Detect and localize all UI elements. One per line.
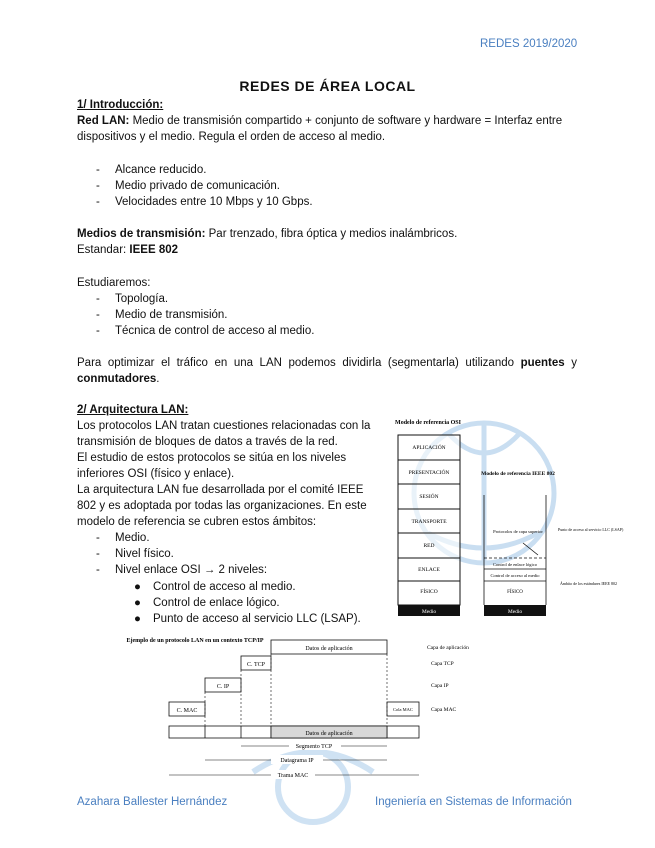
arq-line: transmisión de bloques de datos a través de la red. xyxy=(77,436,338,448)
course-header: REDES 2019/2020 xyxy=(480,38,578,50)
c-mac-label: C. MAC xyxy=(176,708,198,714)
footer-degree: Ingeniería en Sistemas de Información xyxy=(375,796,572,808)
medios-line: Medios de transmisión: Par trenzado, fibra óptica y medios inalámbricos. xyxy=(77,228,458,240)
ieee-title: Modelo de referencia IEEE 802 xyxy=(481,471,555,477)
mac-label: Control de acceso al medio xyxy=(490,573,540,578)
arq-line: La arquitectura LAN fue desarrollada por el comité IEEE xyxy=(77,484,364,496)
osi-layer: FÍSICO xyxy=(420,589,438,595)
trama-label: Trama MAC xyxy=(277,773,309,779)
osi-title: Modelo de referencia OSI xyxy=(395,420,461,426)
redlan-line2: dispositivos y el medio. Regula el orden de acceso al medio. xyxy=(77,131,386,143)
arq-line: El estudio de estos protocolos se sitúa en los niveles xyxy=(77,452,347,464)
optimize-paragraph: Para optimizar el tráfico en una LAN podemos dividirla (segmentarla) utilizando puentes y conmutadores. xyxy=(77,357,577,385)
medios-label: Medios de transmisión: xyxy=(77,228,206,240)
scope-label: Ámbito de los estándares IEEE 802 xyxy=(560,581,617,586)
capa-mac-label: Capa MAC xyxy=(431,707,457,713)
footer-author: Azahara Ballester Hernández xyxy=(77,796,228,808)
redlan-line1 xyxy=(77,113,562,129)
arq-line: inferiores OSI (físico y enlace). xyxy=(77,468,235,480)
medio-right-label: Medio xyxy=(507,609,523,615)
segmento-label: Segmento TCP xyxy=(295,744,333,750)
osi-layer: TRANSPORTE xyxy=(411,519,447,525)
arq-line: Los protocolos LAN tratan cuestiones relacionadas con la xyxy=(77,420,371,432)
tcpip-diagram xyxy=(126,632,475,782)
lsap-label: Punto de acceso al servicio LLC (LSAP) xyxy=(558,527,624,532)
osi-layer: RED xyxy=(423,543,435,549)
page-title: REDES DE ÁREA LOCAL xyxy=(239,78,416,94)
redlan-text: Medio de transmisión compartido + conjunto de software y hardware = Interfaz entre xyxy=(129,115,563,127)
datos-app-label: Datos de aplicación xyxy=(305,646,353,652)
osi-layer: ENLACE xyxy=(418,567,440,573)
arq-line: modelo de referencia se cubren estos ámbitos: xyxy=(77,516,317,528)
c-ip-label: C. IP xyxy=(216,684,230,690)
osi-ieee-diagram xyxy=(388,413,624,618)
redlan-label: Red LAN: xyxy=(77,115,130,127)
datagrama-label: Datagrama IP xyxy=(280,758,314,764)
estandar-line: Estandar: IEEE 802 xyxy=(77,244,179,256)
capa-app-label: Capa de aplicación xyxy=(427,645,469,651)
section-heading-arquitectura: 2/ Arquitectura LAN: xyxy=(77,404,189,416)
c-tcp-label: C. TCP xyxy=(247,662,265,668)
estudiaremos-label: Estudiaremos: xyxy=(77,277,151,289)
ieee-fisico-label: FÍSICO xyxy=(507,590,523,595)
tcpip-title: Ejemplo de un protocolo LAN en un contexto TCP/IP xyxy=(126,638,264,644)
osi-layer: PRESENTACIÓN xyxy=(408,470,450,476)
osi-layer: SESIÓN xyxy=(419,494,439,500)
datos-app2-label: Datos de aplicación xyxy=(305,731,353,737)
cola-mac-label: Cola MAC xyxy=(393,707,413,712)
section-heading-intro: 1/ Introducción: xyxy=(77,99,164,111)
capa-tcp-label: Capa TCP xyxy=(431,661,454,667)
estandar-value: IEEE 802 xyxy=(129,244,179,256)
proto-label: Protocolos de capa superior xyxy=(493,529,543,534)
capa-ip-label: Capa IP xyxy=(431,683,449,689)
arq-line: 802 y es adoptada por todas las organizaciones. En este xyxy=(77,500,367,512)
llc-label: Control de enlace lógico xyxy=(492,562,538,567)
osi-layer: APLICACIÓN xyxy=(412,445,446,451)
medio-left-label: Medio xyxy=(421,609,437,615)
